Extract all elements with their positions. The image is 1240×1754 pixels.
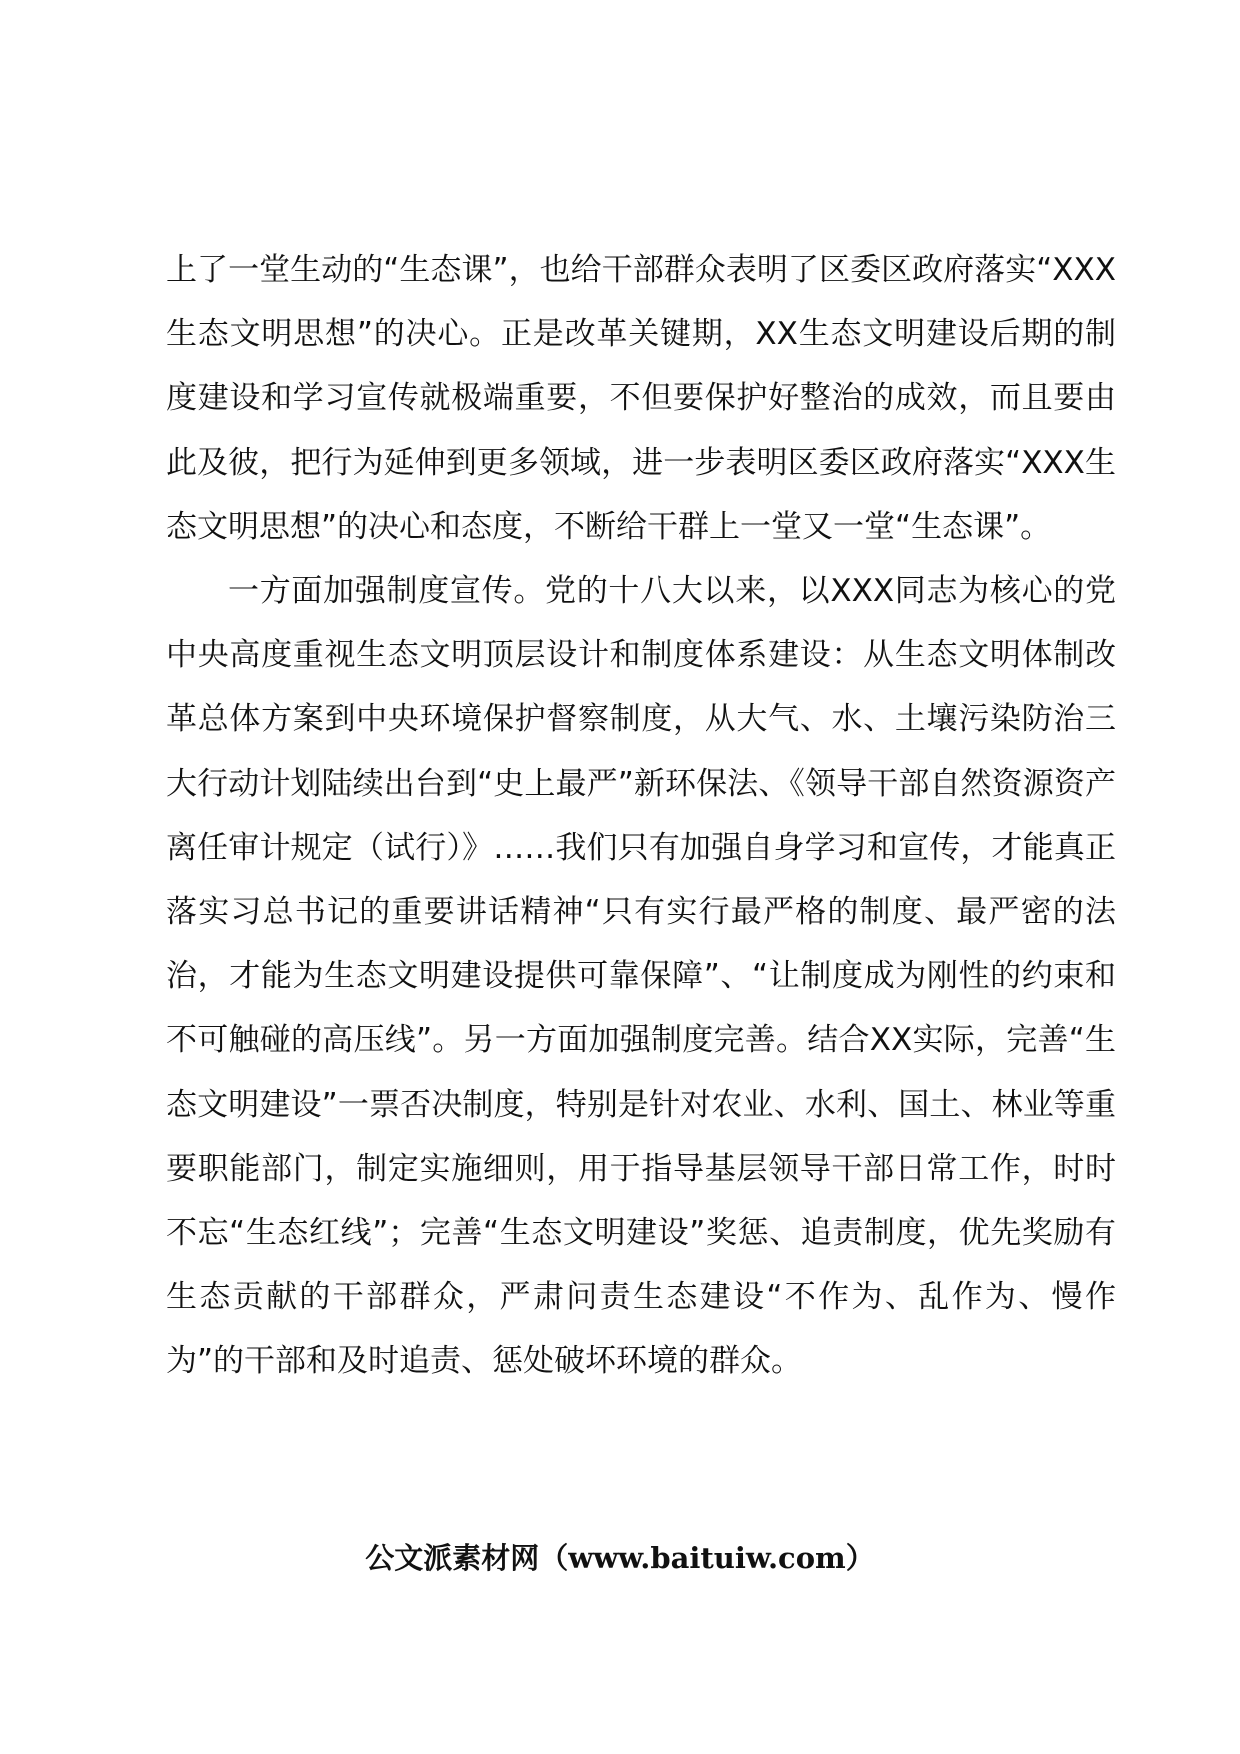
footer-watermark-text: 公文派素材网（www.baituiw.com） [365, 1541, 875, 1575]
paragraph-continuation: 上了一堂生动的“生态课”，也给干部群众表明了区委区政府落实“XXX生态文明思想”的决心。正是改革关键期，XX生态文明建设后期的制度建设和学习宣传就极端重要，不但要保护好整治的成效，而且要由此及彼，把行为延伸到更多领域，进一步表明区委区政府落实“XXX生态文明思想”的决心和态度，不断给干群上一堂又一堂“生态课”。 [166, 252, 1116, 545]
paragraph-system-publicity: 一方面加强制度宣传。党的十八大以来，以XXX同志为核心的党中央高度重视生态文明顶层设计和制度体系建设：从生态文明体制改革总体方案到中央环境保护督察制度，从大气、水、土壤污染防治三大行动计划陆续出台到“史上最严”新环保法、《领导干部自然资源资产离任审计规定（试行）》……我们只有加强自身学习和宣传，才能真正落实习总书记的重要讲话精神“只有实行最严格的制度、最严密的法治，才能为生态文明建设提供可靠保障”、“让制度成为刚性的约束和不可触碰的高压线”。另一方面加强制度完善。结合XX实际，完善“生态文明建设”一票否决制度，特别是针对农业、水利、国土、林业等重要职能部门，制定实施细则，用于指导基层领导干部日常工作，时时不忘“生态红线”；完善“生态文明建设”奖惩、追责制度，优先奖励有生态贡献的干部群众，严肃问责生态建设“不作为、乱作为、慢作为”的干部和及时追责、惩处破坏环境的群众。 [166, 573, 1116, 1380]
document-body [166, 238, 1116, 1394]
